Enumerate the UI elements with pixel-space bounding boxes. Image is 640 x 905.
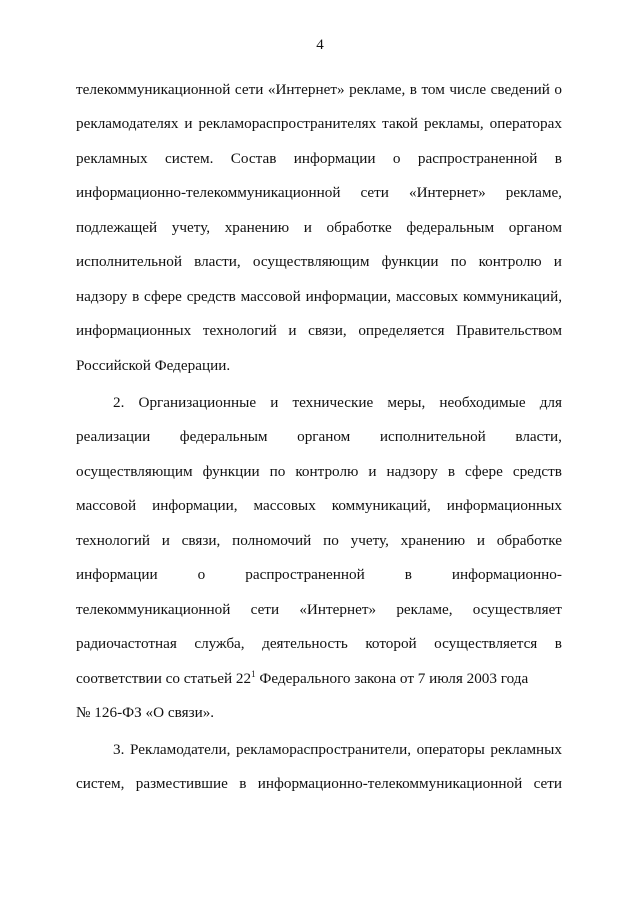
word: деятельность — [262, 635, 348, 652]
word: информации — [76, 566, 158, 583]
word: по — [450, 253, 467, 270]
text-line — [76, 531, 562, 551]
text-line: № 126-ФЗ «О связи». — [76, 704, 215, 721]
word: обработке — [496, 532, 562, 549]
word: Организационные — [138, 394, 257, 411]
word: телекоммуникационной — [76, 601, 231, 618]
text-line — [76, 496, 562, 516]
text-line: Российской Федерации. — [76, 357, 231, 374]
word: операторы — [416, 741, 485, 758]
word: числе — [449, 81, 487, 98]
word: технологий — [76, 532, 150, 549]
word: учету, — [350, 532, 389, 549]
text-line — [76, 669, 562, 689]
word: власти, — [194, 253, 241, 270]
word: федеральным — [179, 428, 268, 445]
word: сфере — [144, 288, 182, 305]
word: рекламе, — [349, 81, 406, 98]
text-line — [76, 600, 562, 620]
word: власти, — [515, 428, 562, 445]
word: технические — [292, 394, 374, 411]
word: органом — [508, 219, 562, 236]
word: сети — [533, 775, 562, 792]
word: систем. — [164, 150, 214, 167]
word: в — [447, 463, 455, 480]
word: рекламораспространителях — [198, 115, 377, 132]
word: контролю — [478, 253, 542, 270]
word: для — [539, 394, 562, 411]
word: информационно-телекоммуникационной — [76, 184, 341, 201]
word: служба, — [194, 635, 245, 652]
word: осуществляющим — [252, 253, 370, 270]
text-line — [76, 634, 562, 654]
text-line — [76, 565, 562, 585]
word: телекоммуникационной — [76, 81, 231, 98]
word: и — [368, 463, 377, 480]
word: массовых — [253, 497, 316, 514]
word: хранению — [224, 219, 290, 236]
word: распространенной — [245, 566, 365, 583]
word: по — [269, 463, 286, 480]
word: определяется — [358, 322, 445, 339]
word: «Интернет» — [267, 81, 345, 98]
word: массовых — [395, 288, 459, 305]
word: Состав — [230, 150, 277, 167]
word: связи, — [308, 322, 347, 339]
text-line — [113, 393, 562, 413]
page-number: 4 — [316, 37, 324, 53]
word: радиочастотная — [76, 635, 177, 652]
word: средств — [512, 463, 562, 480]
word: массовой — [76, 497, 137, 514]
word: о — [554, 81, 562, 98]
word: рекламе, — [505, 184, 562, 201]
word: информации — [293, 150, 376, 167]
word: по — [323, 532, 339, 549]
word: 3. — [113, 741, 125, 758]
word: сфере — [464, 463, 503, 480]
word: исполнительной — [379, 428, 486, 445]
word: информационных — [76, 322, 192, 339]
text-line — [76, 218, 562, 238]
word: информации, — [152, 497, 238, 514]
word: «Интернет» — [299, 601, 377, 618]
word: и — [288, 322, 297, 339]
word: разместившие — [135, 775, 228, 792]
word: о — [392, 150, 401, 167]
word: полномочий — [232, 532, 312, 549]
word: и — [270, 394, 279, 411]
text-line — [76, 321, 562, 341]
text-line — [76, 252, 562, 272]
word: которой — [365, 635, 417, 652]
word: подлежащей — [76, 219, 158, 236]
word: такой — [382, 115, 419, 132]
word: необходимые — [439, 394, 526, 411]
word: надзору — [76, 288, 128, 305]
word: хранению — [400, 532, 466, 549]
word: сведений — [490, 81, 550, 98]
word: операторах — [489, 115, 562, 132]
word: федеральным — [406, 219, 495, 236]
word: рекламодателях — [76, 115, 179, 132]
text-line — [76, 287, 562, 307]
word: массовой — [240, 288, 301, 305]
word: в — [404, 566, 412, 583]
word: Правительством — [456, 322, 562, 339]
word: коммуникаций, — [331, 497, 431, 514]
word: рекламораспространители, — [235, 741, 412, 758]
word: обработке — [326, 219, 392, 236]
word: осуществляющим — [76, 463, 193, 480]
word: осуществляет — [472, 601, 562, 618]
word: и — [184, 115, 193, 132]
word: информации, — [305, 288, 392, 305]
word: и — [161, 532, 170, 549]
text-segment: соответствии со статьей 22 — [76, 670, 252, 687]
word: осуществляется — [434, 635, 538, 652]
word: информационно-телекоммуникационной — [257, 775, 523, 792]
word: меры, — [387, 394, 426, 411]
word: связи, — [181, 532, 221, 549]
word: реализации — [76, 428, 151, 445]
word: функции — [381, 253, 439, 270]
word: исполнительной — [76, 253, 182, 270]
word: и — [476, 532, 485, 549]
word: сети — [250, 601, 280, 618]
word: в — [239, 775, 247, 792]
word: рекламных — [76, 150, 148, 167]
word: информационных — [446, 497, 562, 514]
text-line — [76, 774, 562, 794]
word: в — [409, 81, 417, 98]
word: органом — [297, 428, 351, 445]
word: и — [303, 219, 312, 236]
text-line — [76, 462, 562, 482]
word: в — [554, 150, 562, 167]
word: сети — [360, 184, 389, 201]
word: функции — [202, 463, 260, 480]
word: средств — [186, 288, 236, 305]
text-line — [76, 149, 562, 169]
word: том — [421, 81, 445, 98]
word: в — [554, 635, 562, 652]
word: распространенной — [417, 150, 538, 167]
text-line — [76, 80, 562, 100]
word: технологий — [202, 322, 277, 339]
word: контролю — [295, 463, 359, 480]
word: рекламе, — [396, 601, 453, 618]
word: о — [197, 566, 206, 583]
word: информационно- — [451, 566, 562, 583]
word: 2. — [113, 394, 125, 411]
word: систем, — [76, 775, 125, 792]
word: коммуникаций, — [462, 288, 562, 305]
word: рекламных — [490, 741, 562, 758]
text-line — [113, 740, 562, 760]
word: и — [553, 253, 562, 270]
text-line — [76, 183, 562, 203]
word: в — [132, 288, 140, 305]
word: рекламы, — [423, 115, 484, 132]
superscript: 1 — [251, 668, 256, 679]
text-line — [76, 427, 562, 447]
word: надзору — [386, 463, 438, 480]
word: «Интернет» — [408, 184, 486, 201]
text-segment: Федерального закона от 7 июля 2003 года — [255, 670, 529, 687]
word: Рекламодатели, — [129, 741, 231, 758]
word: учету, — [171, 219, 211, 236]
text-line — [76, 114, 562, 134]
word: сети — [234, 81, 264, 98]
